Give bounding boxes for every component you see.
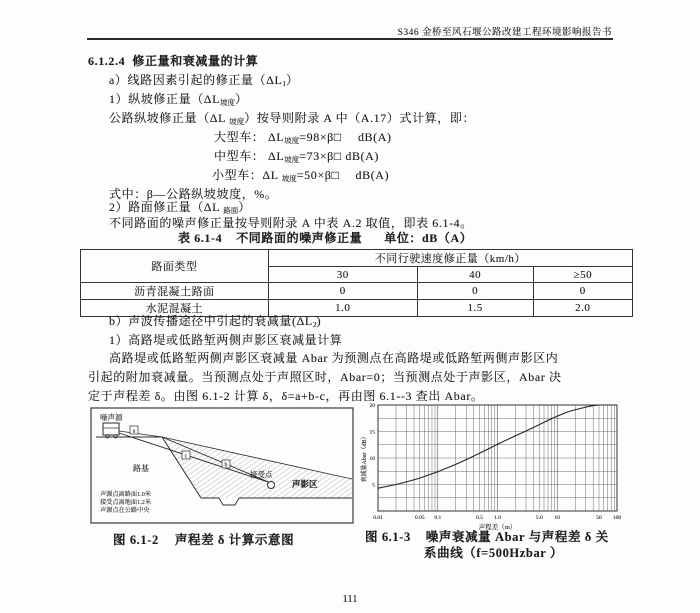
cell-value: 1.5 <box>417 300 533 317</box>
header-doc-title: S346 金桥至风石堰公路改建工程环境影响报告书 <box>397 28 612 38</box>
receiver-label: 接受点 <box>250 470 273 479</box>
item-a: a）线路因素引起的修正量$(\Delta L_1)$ <box>109 73 299 88</box>
table-header-speed-30: 30 <box>268 267 417 283</box>
ground-line <box>201 498 352 505</box>
figure-note-1: 声源点离路面1.0米 <box>100 491 152 498</box>
formula-medium-vehicle: 中型车： $\Delta L_{坡度}=73\times\beta□$ dB(A) <box>214 149 380 164</box>
formula-small-vehicle: 小型车：ΔL $_{坡度}$=50×β□ dB(A) <box>212 168 390 183</box>
table-header-speed-50: ≥50 <box>533 267 632 283</box>
segment-b-label <box>222 460 230 469</box>
chart-ylabel: 衰减量Abar（dB） <box>362 433 368 483</box>
path-a-line <box>119 428 162 437</box>
x-tick-label: 100 <box>612 515 622 521</box>
y-tick-label: 15 <box>369 429 375 436</box>
cell-value: 0 <box>533 283 632 300</box>
table-header-row-1 <box>81 250 633 267</box>
receiver-point-marker <box>268 482 275 489</box>
row-label-asphalt: 沥青混凝土路面 <box>81 283 269 300</box>
paragraph-line: 定于声程差 δ。由图 6.1-2 计算 δ，δ=a+b-c，再由图 6.1--3 查出 Abar。 <box>88 389 484 403</box>
y-tick-label: 5 <box>372 482 375 489</box>
paragraph-line: 高路堤或低路堑两侧声影区衰减量 Abar 为预测点在高路堤或低路堑两侧声影区内 <box>109 351 559 365</box>
x-tick-label: 0.01 <box>373 515 383 521</box>
noise-source-truck-icon <box>103 423 119 438</box>
item-b1: 1）高路堤或低路堑两侧声影区衰减量计算 <box>109 333 343 347</box>
header-rule <box>87 38 613 40</box>
shadow-zone-area <box>162 437 352 498</box>
y-tick-label: 20 <box>369 403 375 409</box>
cell-value: 2.0 <box>533 300 632 317</box>
roadbed-label: 路基 <box>133 464 149 473</box>
x-tick-label: 10 <box>554 515 560 521</box>
segment-a-label <box>130 426 138 435</box>
table-caption: 表 6.1-4 不同路面的噪声修正量 单位：dB（A） <box>178 231 473 245</box>
x-tick-label: 5.0 <box>535 515 543 521</box>
svg-text:c: c <box>184 453 188 460</box>
item-2-pavement: 2）路面修正量（ΔL $_{路面}$） <box>109 200 251 215</box>
formula-intro: 公路纵坡修正量（ΔL $_{坡度}$）按导则附录 A 中（A.17）式计算，即： <box>109 111 476 126</box>
table-header-pavement-type: 路面类型 <box>81 250 269 283</box>
figure-left-caption: 图 6.1-2 声程差 δ 计算示意图 <box>113 533 295 547</box>
segment-c-label <box>182 451 190 460</box>
svg-text:b: b <box>224 462 228 469</box>
x-tick-label: 0.5 <box>476 515 483 521</box>
figure-right-caption-line1: 图 6.1-3 噪声衰减量 Abar 与声程差 δ 关 <box>365 530 609 544</box>
x-tick-label: 0.1 <box>434 515 442 521</box>
item-b: b）声波传播途径中引起的衰减量$(\Delta L_2)$ <box>109 314 322 329</box>
svg-text:a: a <box>132 428 136 435</box>
figure-note-3: 声源点在公路中央 <box>100 507 150 514</box>
figure-note-2: 接受点离地面1.2米 <box>100 499 152 506</box>
x-tick-label: 50 <box>596 515 602 521</box>
x-tick-label: 1.0 <box>494 515 501 521</box>
beta-note: 式中：β—公路纵坡坡度，%。 <box>109 187 278 201</box>
figure-path-difference-diagram <box>90 407 354 524</box>
chart-svg <box>360 398 622 530</box>
figure-attenuation-chart <box>360 398 622 530</box>
shadow-zone-label: 声影区 <box>292 479 318 489</box>
chart-xlabel: 声程差（m） <box>478 524 517 530</box>
paragraph-line: 引起的附加衰减量。当预测点处于声照区时，Abar=0；当预测点处于声影区，Abar 决 <box>88 370 562 384</box>
table-header-speed-group: 不同行驶速度修正量（km/h） <box>268 250 632 267</box>
cell-value: 1.0 <box>268 300 417 317</box>
table-intro: 不同路面的噪声修正量按导则附录 A 中表 A.2 取值，即表 6.1-4。 <box>109 216 473 230</box>
section-heading: 6.1.2.4 修正量和衰减量的计算 <box>88 54 259 68</box>
diagram-svg <box>90 407 354 524</box>
table-header-speed-40: 40 <box>417 267 533 283</box>
noise-source-label: 噪声源 <box>100 413 123 422</box>
y-tick-label: 10 <box>369 456 375 462</box>
pavement-correction-table <box>80 249 633 317</box>
x-tick-label: 0.05 <box>414 515 425 521</box>
figure-right-caption-line2: 系曲线（f=500Hzbar ） <box>424 546 564 560</box>
formula-large-vehicle: 大型车： $\Delta L_{坡度}=98\times\beta□$ dB(A) <box>214 130 392 145</box>
page-number: 111 <box>342 594 358 605</box>
cell-value: 0 <box>268 283 417 300</box>
item-1-slope: 1）纵坡修正量$(\Delta L_{坡度})$ <box>109 92 248 107</box>
row-label-cement: 水泥混凝土 <box>81 300 269 317</box>
table-row <box>81 283 633 300</box>
cell-value: 0 <box>417 283 533 300</box>
